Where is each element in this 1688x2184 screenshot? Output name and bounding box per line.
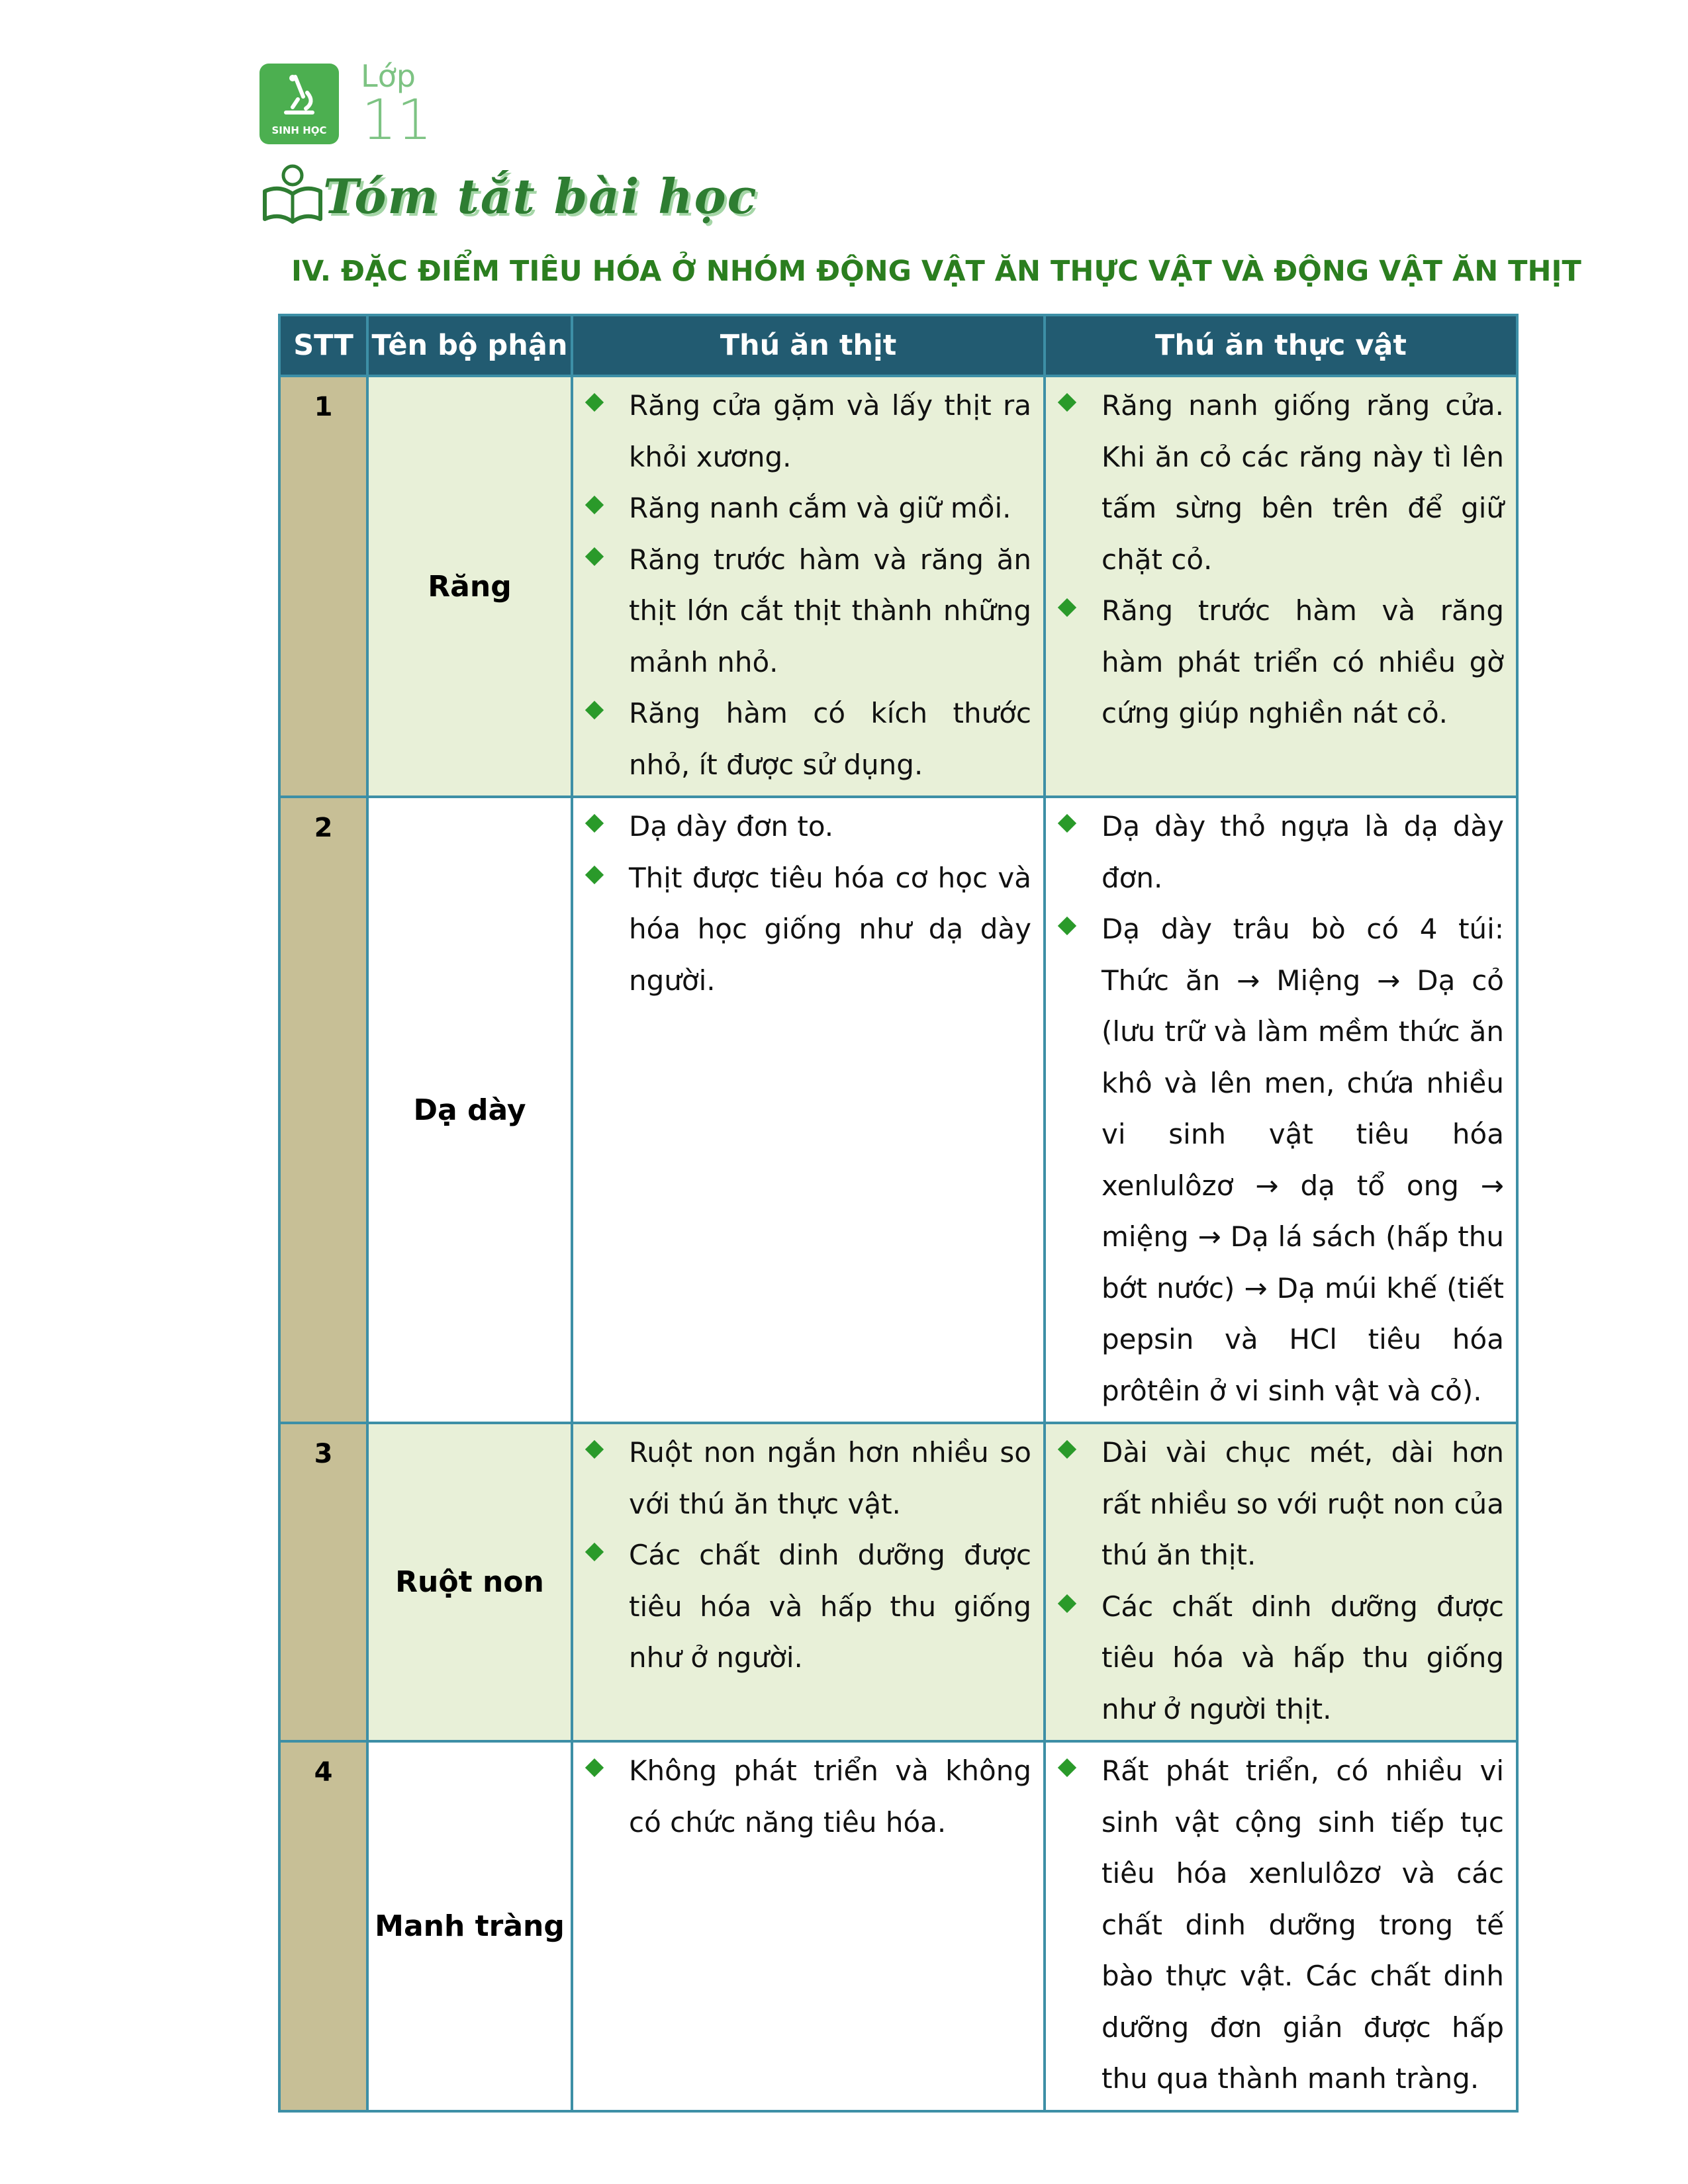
table-row — [279, 1741, 1517, 2111]
bullet-item: Thịt được tiêu hóa cơ học và hóa học giống như dạ dày người. — [583, 852, 1031, 1007]
microscope-icon — [278, 73, 320, 116]
bullet-item: Rất phát triển, có nhiều vi sinh vật cộng sinh tiếp tục tiêu hóa xenlulôzơ và các chất dinh dưỡng trong tế bào thực vật. Các chất dinh dưỡng đơn giản được hấp thu qua thành manh tràng. — [1055, 1745, 1504, 2105]
header-herbivore: Thú ăn thực vật — [1045, 315, 1517, 376]
carnivore-cell — [572, 1423, 1045, 1741]
bullet-item: Dạ dày thỏ ngựa là dạ dày đơn. — [1055, 801, 1504, 903]
section-title: IV. ĐẶC ĐIỂM TIÊU HÓA Ở NHÓM ĐỘNG VẬT ĂN THỰC VẬT VÀ ĐỘNG VẬT ĂN THỊT — [291, 255, 1581, 288]
header-stt: STT — [279, 315, 367, 376]
subject-logo — [259, 64, 339, 144]
bullet-item: Răng cửa gặm và lấy thịt ra khỏi xương. — [583, 380, 1031, 482]
part-name: Ruột non — [367, 1423, 572, 1741]
header-carnivore: Thú ăn thịt — [572, 315, 1045, 376]
bullet-item: Dài vài chục mét, dài hơn rất nhiều so với ruột non của thú ăn thịt. — [1055, 1427, 1504, 1581]
table-row — [279, 376, 1517, 797]
bullet-item: Dạ dày đơn to. — [583, 801, 1031, 852]
table-header-row — [279, 315, 1517, 376]
row-number: 4 — [279, 1741, 367, 2111]
logo-text: SINH HỌC — [271, 124, 327, 136]
bullet-item: Răng hàm có kích thước nhỏ, ít được sử dụng. — [583, 688, 1031, 790]
herbivore-cell — [1045, 1423, 1517, 1741]
grade-number: 11 — [361, 87, 432, 152]
carnivore-cell — [572, 797, 1045, 1423]
part-name: Dạ dày — [367, 797, 572, 1423]
table-row — [279, 797, 1517, 1423]
carnivore-cell — [572, 1741, 1045, 2111]
herbivore-cell — [1045, 1741, 1517, 2111]
bullet-item: Không phát triển và không có chức năng tiêu hóa. — [583, 1745, 1031, 1848]
bullet-item: Ruột non ngắn hơn nhiều so với thú ăn thực vật. — [583, 1427, 1031, 1529]
digestion-comparison-table — [278, 314, 1519, 2113]
part-name: Manh tràng — [367, 1741, 572, 2111]
bullet-item: Các chất dinh dưỡng được tiêu hóa và hấp thu giống như ở người thịt. — [1055, 1581, 1504, 1735]
row-number: 1 — [279, 376, 367, 797]
bullet-item: Các chất dinh dưỡng được tiêu hóa và hấp thu giống như ở người. — [583, 1529, 1031, 1684]
bullet-item: Răng nanh giống răng cửa. Khi ăn cỏ các răng này tì lên tấm sừng bên trên để giữ chặt cỏ. — [1055, 380, 1504, 585]
bullet-item: Răng nanh cắm và giữ mồi. — [583, 482, 1031, 534]
part-name: Răng — [367, 376, 572, 797]
grade-label: Lớp — [361, 58, 416, 94]
book-reader-icon — [259, 162, 326, 228]
row-number: 3 — [279, 1423, 367, 1741]
row-number: 2 — [279, 797, 367, 1423]
herbivore-cell — [1045, 797, 1517, 1423]
banner-title: Tóm tắt bài học — [323, 168, 758, 224]
table-row — [279, 1423, 1517, 1741]
header-part: Tên bộ phận — [367, 315, 572, 376]
bullet-item: Răng trước hàm và răng ăn thịt lớn cắt thịt thành những mảnh nhỏ. — [583, 534, 1031, 688]
bullet-item: Dạ dày trâu bò có 4 túi: Thức ăn → Miệng → Dạ cỏ (lưu trữ và làm mềm thức ăn khô và lên men, chứa nhiều vi sinh vật tiêu hóa xenlulôzơ → dạ tổ ong → miệng → Dạ lá sách (hấp thu bớt nước) → Dạ múi khế (tiết pepsin và HCl tiêu hóa prôtêin ở vi sinh vật và cỏ). — [1055, 903, 1504, 1416]
bullet-item: Răng trước hàm và răng hàm phát triển có nhiều gờ cứng giúp nghiền nát cỏ. — [1055, 585, 1504, 739]
herbivore-cell — [1045, 376, 1517, 797]
carnivore-cell — [572, 376, 1045, 797]
